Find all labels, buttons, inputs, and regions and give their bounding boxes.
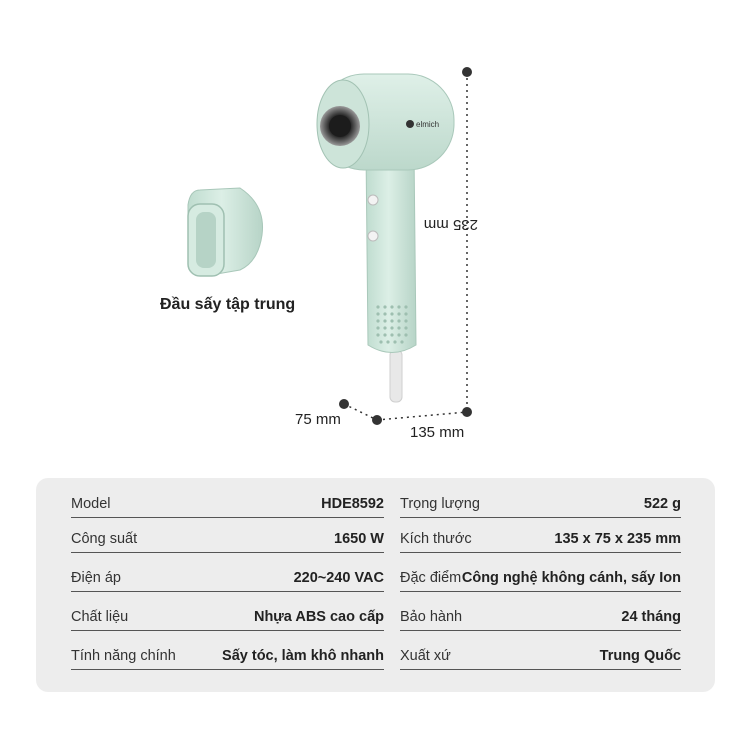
spec-label: Model bbox=[71, 496, 111, 512]
spec-row-size bbox=[400, 519, 681, 553]
spec-row-voltage bbox=[71, 558, 384, 592]
spec-value: Nhựa ABS cao cấp bbox=[253, 609, 384, 625]
spec-row-origin bbox=[400, 636, 681, 670]
spec-label: Đặc điểm bbox=[400, 570, 462, 586]
spec-row-warranty bbox=[400, 597, 681, 631]
spec-value: Công nghệ không cánh, sấy Ion bbox=[461, 570, 681, 586]
mode-button bbox=[368, 231, 378, 241]
brand-logo: elmich bbox=[416, 120, 440, 129]
spec-label: Công suất bbox=[71, 531, 138, 547]
hair-dryer bbox=[317, 74, 454, 402]
spec-value: 220~240 VAC bbox=[293, 570, 384, 586]
spec-value: 135 x 75 x 235 mm bbox=[554, 531, 681, 547]
nozzle-caption: Đầu sấy tập trung bbox=[160, 296, 296, 313]
spec-value: 522 g bbox=[643, 496, 681, 512]
spec-value: Sấy tóc, làm khô nhanh bbox=[222, 648, 384, 664]
spec-row-power bbox=[71, 519, 384, 553]
spec-row-characteristics bbox=[400, 558, 681, 592]
spec-panel bbox=[36, 478, 715, 692]
height-dimension: 235 mm bbox=[423, 216, 478, 233]
brand-logo-icon bbox=[406, 120, 414, 128]
spec-label: Tính năng chính bbox=[71, 648, 176, 664]
spec-label: Chất liệu bbox=[71, 609, 129, 625]
spec-label: Điện áp bbox=[71, 570, 121, 586]
spec-label: Xuất xứ bbox=[400, 648, 451, 664]
spec-label: Bảo hành bbox=[400, 609, 463, 625]
power-button bbox=[368, 195, 378, 205]
spec-row-weight bbox=[400, 484, 681, 518]
spec-value: 1650 W bbox=[334, 531, 384, 547]
spec-value: HDE8592 bbox=[321, 496, 384, 512]
spec-row-material bbox=[71, 597, 384, 631]
spec-label: Trọng lượng bbox=[400, 496, 480, 512]
spec-value: 24 tháng bbox=[621, 609, 681, 625]
width-dimension: 135 mm bbox=[410, 424, 465, 441]
spec-row-feature bbox=[71, 636, 384, 670]
depth-dimension: 75 mm bbox=[295, 411, 341, 428]
spec-value: Trung Quốc bbox=[599, 648, 681, 664]
spec-row-model bbox=[71, 484, 384, 518]
spec-label: Kích thước bbox=[400, 531, 472, 547]
nozzle-attachment bbox=[188, 188, 263, 276]
